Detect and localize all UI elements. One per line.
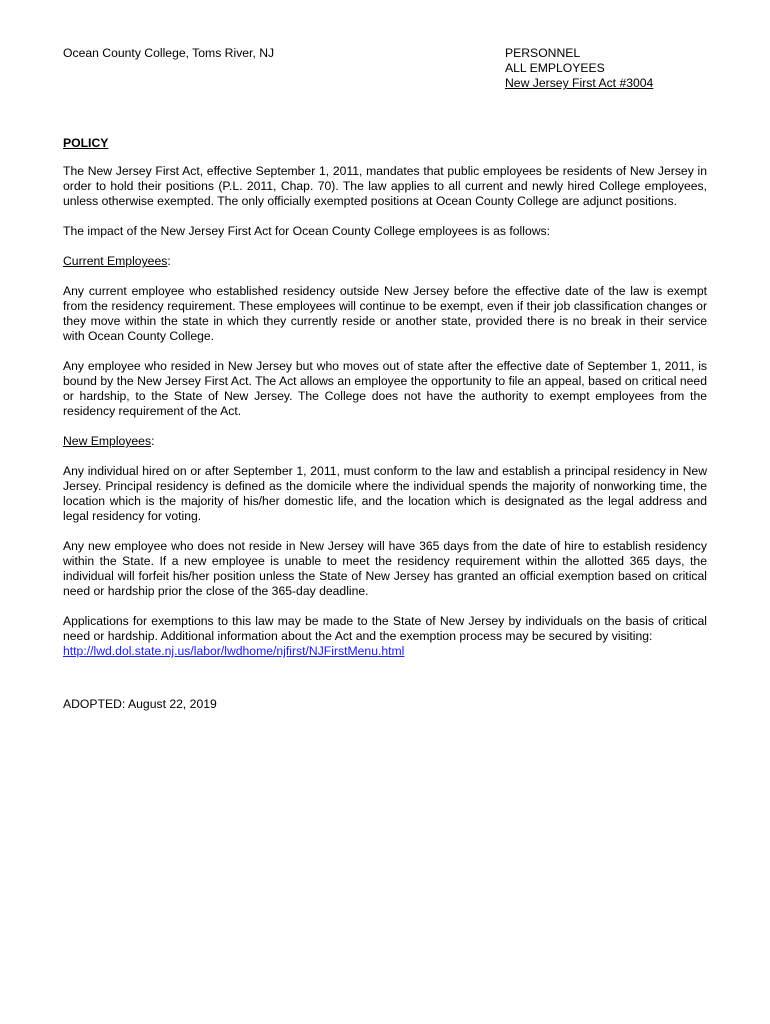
njfirst-info-link[interactable]: http://lwd.dol.state.nj.us/labor/lwdhome/njfirst/NJFirstMenu.html [63, 644, 405, 658]
institution-header: Ocean County College, Toms River, NJ [63, 46, 275, 60]
policy-classification [505, 46, 653, 91]
new-employees-paragraph-2: Any new employee who does not reside in New Jersey will have 365 days from the date of hire to establish residency within the State. If a new employee is unable to meet the residency requirement within the allotted 365 days, the individual will forfeit his/her position unless the State of New Jersey has granted an official exemption based on critical need or hardship prior the close of the 365-day deadline. [63, 539, 707, 598]
classification-scope: ALL EMPLOYEES [505, 61, 605, 75]
new-employees-colon: : [151, 434, 155, 448]
applications-paragraph [63, 614, 707, 659]
applications-text: Applications for exemptions to this law may be made to the State of New Jersey by individuals on the basis of critical need or hardship. Additional information about the Act and the exemption process may be secured by visiting: [63, 614, 707, 643]
current-employees-colon: : [167, 254, 171, 268]
policy-impact-paragraph: The impact of the New Jersey First Act for Ocean County College employees is as follows: [63, 224, 551, 238]
current-employees-label-text: Current Employees [63, 254, 168, 268]
policy-intro-paragraph: The New Jersey First Act, effective September 1, 2011, mandates that public employees be residents of New Jersey in order to hold their positions (P.L. 2011, Chap. 70). The law applies to all current and newly hired College employees, unless otherwise exempted. The only officially exempted positions at Ocean County College are adjunct positions. [63, 164, 707, 208]
adopted-date: ADOPTED: August 22, 2019 [63, 697, 217, 711]
current-employees-label [63, 254, 707, 269]
new-employees-label-text: New Employees [63, 434, 152, 448]
current-employees-paragraph-1: Any current employee who established residency outside New Jersey before the effective date of the law is exempt from the residency requirement. These employees will continue to be exempt, even if their job classification changes or they move within the state in which they currently reside or another state, provided there is no break in their service with Ocean County College. [63, 284, 707, 343]
new-employees-paragraph-1: Any individual hired on or after September 1, 2011, must conform to the law and establish a principal residency in New Jersey. Principal residency is defined as the domicile where the individual spends the majority of nonworking time, the location which is the majority of his/her domestic life, and the location which is designated as the legal address and legal residency for voting. [63, 464, 707, 523]
current-employees-paragraph-2: Any employee who resided in New Jersey but who moves out of state after the effective date of September 1, 2011, is bound by the New Jersey First Act. The Act allows an employee the opportunity to file an appeal, based on critical need or hardship, to the State of New Jersey. The College does not have the authority to exempt employees from the residency requirement of the Act. [63, 359, 707, 418]
new-employees-label [63, 434, 707, 449]
policy-number: New Jersey First Act #3004 [505, 76, 654, 90]
policy-heading: POLICY [63, 136, 109, 150]
policy-body [63, 136, 707, 712]
classification-category: PERSONNEL [505, 46, 581, 60]
